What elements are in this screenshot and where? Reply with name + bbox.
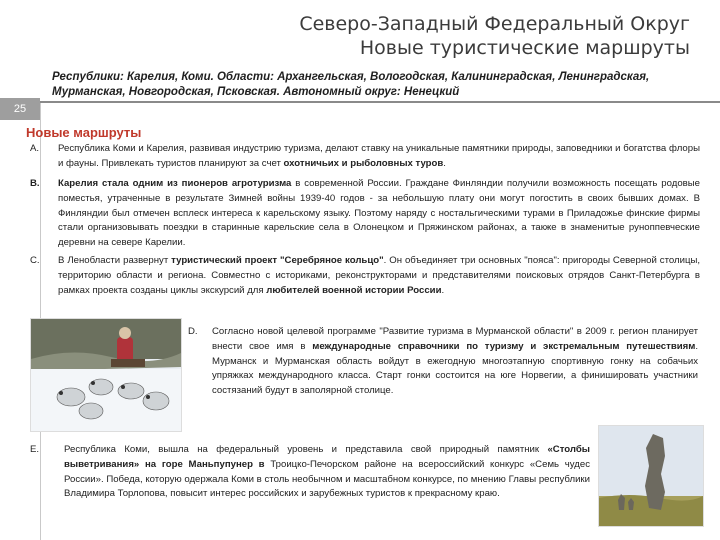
item-text: В Ленобласти развернут туристический проект "Серебряное кольцо". Он объединяет три основных "пояса": пригороды Северной столицы, территорию области и региона. Совместно с историками, реконструкторами и представителями поисковых отрядов Санкт-Петербурга в рамках проекта созданы циклы экскурсий для любителей военной истории России. [58, 255, 701, 296]
list-item-a [30, 142, 700, 172]
item-text: Республика Коми и Карелия, развивая индустрию туризма, делают ставку на уникальные памятники природы, заповедники и богатства флоры и фауны. Привлекать туристов планируют за счет охотничьих и рыболовных туров. [58, 143, 700, 169]
header-divider [0, 101, 720, 103]
list-item-d [188, 325, 698, 399]
item-text: Республика Коми, вышла на федеральный уровень и представила свой природный памятник «Столбы выветривания» на горе Маньпупунер в Троицко-Печорском районе на всероссийский конкурс «Семь чудес России». Победа, которую одержала Коми в столь необычном и масштабном конкурсе, по мнению Главы республики Владимира Торлопова, повысит интерес российских и зарубежных туристов к прекрасному краю. [64, 444, 590, 500]
dog-sled-photo [30, 318, 182, 432]
slide-number: 25 [0, 98, 40, 120]
item-marker: D. [188, 326, 198, 337]
item-marker: C. [30, 255, 40, 266]
item-text: Согласно новой целевой программе "Развитие туризма в Мурманской области" в 2009 г. регион планирует внести свое имя в международные справочники по туризму и экстремальным путешествиям. Мурманск и Мурманская область войдут в ежегодную многоэтапную спортивную гонку на собачьих упряжках международного класса. Старт гонки состоится на юге Норвегии, а финишировать участники состязаний будут в заполярной столице. [212, 326, 698, 397]
list-item-b [30, 177, 700, 251]
list-item-e [30, 443, 590, 502]
item-marker: B. [30, 178, 40, 189]
title-line-2: Новые туристические маршруты [359, 37, 690, 59]
list-item-c [30, 254, 700, 298]
weathering-pillars-photo [598, 425, 704, 527]
slide-title [299, 12, 690, 60]
regions-subtitle: Республики: Карелия, Коми. Области: Архангельская, Вологодская, Калининградская, Ленинградская, Мурманская, Новгородская, Псковская. Автономный округ: Ненецкий [52, 71, 650, 98]
item-marker: A. [30, 143, 40, 154]
item-marker: E. [30, 444, 40, 455]
section-title: Новые маршруты [26, 125, 142, 140]
item-text: Карелия стала одним из пионеров агротуризма в современной России. Граждане Финляндии получили возможность посещать родовые поместья, утраченные в результате Зимней войны 1939-40 годов - за небольшую плату они могут погостить в своих бывших домах. В Финляндии был отмечен всплеск интереса к карельскому языку. Поэтому наряду с ностальгическими турами в Приладожье финские фирмы стали организовывать поездки в старинные карельские села в Олонецком и Пряжинском районах, а также в знаменитые руноппевческие деревни на севере Карелии. [58, 178, 701, 249]
title-line-1: Северо-Западный Федеральный Округ [299, 13, 690, 35]
